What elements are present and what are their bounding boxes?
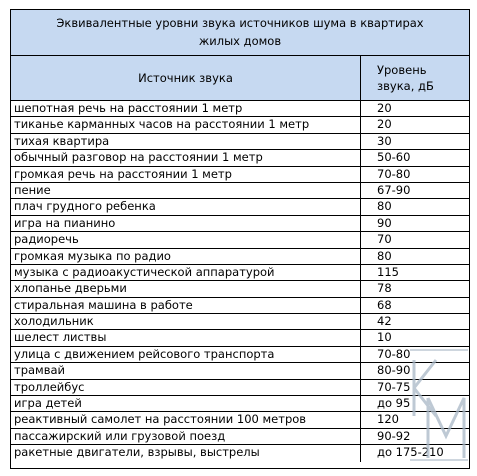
table-row [11, 199, 469, 215]
noise-source-cell: громкая речь на расстоянии 1 метр [11, 167, 361, 182]
noise-level-cell: 80 [377, 248, 392, 263]
noise-source-cell: ракетные двигатели, взрывы, выстрелы [11, 445, 361, 461]
table-row [11, 249, 469, 265]
table-row [11, 330, 469, 346]
noise-level-cell: 20 [377, 117, 392, 132]
noise-source-cell: стиральная машина в работе [11, 298, 361, 313]
table-title-line1: Эквивалентные уровни звука источников шума в квартирах [56, 16, 424, 30]
table-row [11, 281, 469, 297]
noise-source-cell: игра детей [11, 396, 361, 411]
noise-source-cell: пассажирский или грузовой поезд [11, 429, 361, 444]
noise-level-cell: 50-60 [377, 150, 411, 165]
noise-source-cell: хлопанье дверьми [11, 281, 361, 296]
noise-levels-table [10, 9, 470, 469]
table-row [11, 412, 469, 428]
noise-source-cell: плач грудного ребенка [11, 199, 361, 214]
table-header-row [11, 56, 469, 101]
noise-source-cell: троллейбус [11, 380, 361, 395]
table-row [11, 101, 469, 117]
noise-level-cell: до 175-210 [377, 445, 444, 460]
table-row [11, 134, 469, 150]
noise-level-cell: 115 [377, 264, 399, 279]
noise-level-cell: 80-90 [377, 363, 411, 378]
table-row [11, 298, 469, 314]
noise-level-cell: 20 [377, 101, 392, 115]
table-row [11, 429, 469, 445]
table-row [11, 232, 469, 248]
table-title-line2: жилых домов [198, 34, 282, 48]
table-row [11, 150, 469, 166]
noise-source-cell: тиканье карманных часов на расстоянии 1 метр [11, 117, 361, 132]
noise-source-cell: игра на пианино [11, 216, 361, 231]
noise-level-cell: 120 [377, 412, 399, 427]
column-header-level-line1: Уровень [377, 63, 427, 77]
table-row [11, 380, 469, 396]
table-row [11, 347, 469, 363]
table-row [11, 183, 469, 199]
table-title [11, 10, 469, 56]
noise-source-cell: холодильник [11, 314, 361, 329]
table-row [11, 117, 469, 133]
noise-source-cell: шепотная речь на расстоянии 1 метр [11, 101, 361, 116]
noise-level-cell: 70-80 [377, 166, 411, 181]
noise-level-cell: 70-80 [377, 346, 411, 361]
column-header-level-line2: звука, дБ [377, 79, 434, 93]
noise-level-cell: 90-92 [377, 428, 411, 443]
noise-source-cell: шелест листвы [11, 330, 361, 345]
noise-level-cell: 10 [377, 330, 392, 345]
column-header-level [361, 56, 469, 100]
noise-source-cell: улица с движением рейсового транспорта [11, 347, 361, 362]
table-row [11, 396, 469, 412]
column-header-source: Источник звука [11, 56, 361, 100]
noise-source-cell: громкая музыка по радио [11, 249, 361, 264]
noise-source-cell: тихая квартира [11, 134, 361, 149]
table-row [11, 363, 469, 379]
noise-source-cell: обычный разговор на расстоянии 1 метр [11, 150, 361, 165]
table-body [11, 101, 469, 462]
table-row [11, 265, 469, 281]
noise-level-cell: 30 [377, 133, 392, 148]
noise-source-cell: трамвай [11, 363, 361, 378]
table-row [11, 216, 469, 232]
noise-level-cell: 80 [377, 199, 392, 214]
noise-level-cell: 70 [377, 232, 392, 247]
noise-source-cell: музыка с радиоакустической аппаратурой [11, 265, 361, 280]
noise-source-cell: радиоречь [11, 232, 361, 247]
noise-level-cell: до 95 [377, 396, 411, 411]
table-row [11, 167, 469, 183]
noise-level-cell: 67-90 [377, 182, 411, 197]
noise-source-cell: реактивный самолет на расстоянии 100 метров [11, 412, 361, 427]
table-row [11, 314, 469, 330]
noise-level-cell: 42 [377, 314, 392, 329]
table-row [11, 445, 469, 461]
noise-level-cell: 78 [377, 281, 392, 296]
noise-level-cell: 90 [377, 215, 392, 230]
noise-level-cell: 70-75 [377, 379, 411, 394]
noise-source-cell: пение [11, 183, 361, 198]
noise-level-cell: 68 [377, 297, 392, 312]
